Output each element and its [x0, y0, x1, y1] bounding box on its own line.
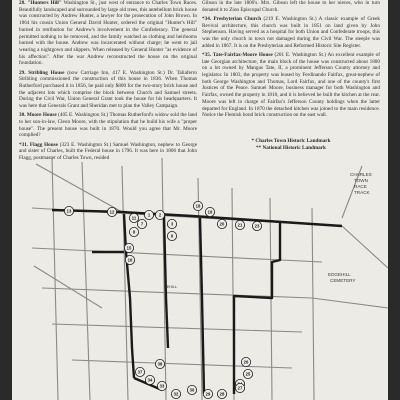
entry-34 [202, 16, 380, 50]
site-number: 19 [207, 209, 213, 215]
right-text-column [202, 0, 380, 121]
site-number: 21 [237, 222, 243, 228]
site-marker[interactable] [252, 221, 261, 230]
entry-number: 29. [19, 69, 26, 76]
cemetery-label: EDGEHILL [328, 272, 351, 277]
site-number: 2 [158, 212, 162, 218]
tour-route [52, 210, 342, 394]
route-line [234, 222, 280, 394]
site-marker[interactable] [171, 389, 180, 398]
site-number: 16 [127, 257, 133, 263]
street [312, 298, 388, 308]
entry-heading: Moore House [26, 112, 57, 119]
site-marker[interactable] [203, 389, 212, 398]
entry-35 [202, 52, 380, 119]
site-number: 11 [131, 215, 137, 221]
site-marker[interactable] [167, 219, 176, 228]
entry-heading: Flagg House [29, 141, 58, 148]
entry-body: (201 E. Washington St.) An excellent example of late Georgian architecture, the main block of the house was constructed about 1800 on a lot owned by Mangus Tate, II, a prominent Jefferson County attorney and legislator. In 1803, the property was leased by Ferdinando Fairfax, great-nephew of both George Washington and Thomas, Lord Fairfax, and one of the county's first Justices of the Peace. Samuel Moore, business manager for both Washington and Fairfax, owned the property in 1810, and it is believed he built the kitchen at the rear. Moore was left in charge of Fairfax's Jefferson County holdings when the latter departed for England. In 1870 the detached kitchen was joined to the main residence. Notice the Flemish bond brick construction on the east wall. [202, 51, 380, 119]
entry-number: 30. [19, 112, 26, 119]
legend-national-landmark: ** National Historic Landmark [256, 144, 326, 151]
site-marker[interactable] [193, 201, 202, 210]
street [82, 162, 90, 400]
map-labels [164, 172, 372, 289]
site-number: 20 [219, 221, 225, 227]
street [342, 226, 388, 268]
legend-town-landmark: * Charles Town Historic Landmark [251, 138, 331, 144]
site-marker[interactable] [145, 375, 154, 384]
site-number: 12 [109, 209, 115, 215]
site-number: 1 [147, 212, 151, 218]
site-number: 7 [140, 221, 144, 227]
site-number: 37 [137, 369, 143, 375]
site-number: 26 [243, 359, 249, 365]
cemetery-label: CEMETERY [330, 278, 356, 283]
entry-continuation: Gibson in the late 1800's. Mrs. Gibson left the house to her nieces, who in turn donated it to Zion Episcopal Church. [202, 0, 380, 13]
entry-body: (now Carriage Inn, 417 E. Washington St.) Dr. Taliaferro Stribling commissioned the construction of this house in 1836. When Thomas Rutherford purchased it in 1856, he paid only $800 for the two-story brick house and the adjacent lots which comprise the block between Church and Samuel streets. During the Civil War, Union General Grant took the house for his headquarters. It was here that Generals Grant and Sheridan met to plan the Valley Campaign. [19, 69, 197, 110]
site-number: 32 [173, 391, 179, 397]
entry-body: (405 E. Washington St.) Thomas Rutherford's widow sold the land to her son-in-law, Cleon Moore, with the stipulation that he build his wife a "proper house". The present house was built in 1870. Would you agree that Mr. Moore complied? [19, 112, 198, 139]
site-number: 18 [195, 203, 201, 209]
site-marker[interactable] [167, 231, 176, 240]
site-marker[interactable] [124, 243, 133, 252]
entry-number: 28. [19, 0, 26, 6]
entry-body: (219 E. Washington St.) A classic example of Greek Revival architecture, this church was built in 1851 on land given by John Stephenson. Having served as a hospital for both Union and Confederate troops, this was the only church in town not damaged during the Civil War. The steeple was added in 1867. It is on the Presbyterian and Reformed Historic Site Register. [202, 15, 380, 49]
site-number: 6 [170, 233, 174, 239]
site-number: 27 [237, 385, 243, 391]
site-marker[interactable] [205, 207, 214, 216]
site-marker[interactable] [155, 210, 164, 219]
entry-number: *35. [202, 51, 212, 58]
site-number: 13 [66, 208, 72, 214]
race-track-label: TOWN [354, 178, 368, 183]
entry-heading: Presbyterian Church [213, 15, 262, 22]
entry-heading: Stribling House [28, 69, 65, 76]
entry-body: Washington St., just west of entrance to Charles Town Races. Beautifully landscaped and surrounded by large old trees, this antebellum brick house was constructed by Andrew Hunter, a lawyer for the prosecution of John Brown. In 1864 his cousin Union General David Hunter, ordered the original "Hunter's Hill" burned in retribution for Andrew's involvement in the Confederacy. The general permitted nothing to be removed, and the family watched as clothing and heirlooms burned with the house. Andrew was incarcerated without charge; he went to jail wearing a nightgown and slippers. When released by General Hunter "as evidence of his affection". After the war Andrew reconstructed the house on the original foundation. [19, 0, 198, 67]
site-marker[interactable] [137, 219, 146, 228]
entry-body: (323 E. Washington St.) Samuel Washington, nephew to George and sister of Charles, built the Federal house in 1796. It was here in 1806 that John Flagg, postmaster of Charles Town, resided [19, 141, 198, 161]
site-number: 28 [219, 391, 225, 397]
site-marker[interactable] [235, 383, 244, 392]
site-number: 3 [170, 221, 174, 227]
site-marker[interactable] [235, 220, 244, 229]
entry-heading: Tate-Fairfax-Moore House [212, 51, 273, 58]
entry-29 [19, 70, 197, 110]
site-marker[interactable] [135, 367, 144, 376]
site-marker[interactable] [125, 255, 134, 264]
site-marker[interactable] [241, 357, 250, 366]
race-track-label: RACE [354, 184, 367, 189]
site-number: 15 [126, 245, 132, 251]
left-text-column [19, 0, 197, 164]
entry-number: *34. [202, 15, 212, 22]
entry-heading: "Hunters Hill" [27, 0, 62, 6]
site-number: 33 [159, 383, 165, 389]
street [52, 324, 302, 332]
race-track-label: CHARLES [350, 172, 372, 177]
entry-30 [19, 112, 197, 139]
race-track-label: TRACK [354, 190, 370, 195]
site-marker[interactable] [217, 389, 226, 398]
entry-28 [19, 0, 197, 67]
site-marker[interactable] [157, 381, 166, 390]
site-number: 8 [132, 229, 136, 235]
site-marker[interactable] [187, 385, 196, 394]
brochure-page [12, 0, 388, 400]
site-marker[interactable] [129, 227, 138, 236]
walking-tour-map [12, 148, 388, 400]
site-number: 30 [189, 387, 195, 393]
site-marker[interactable] [144, 210, 153, 219]
site-marker[interactable] [64, 206, 73, 215]
entry-number: *31. [19, 141, 29, 148]
street [34, 266, 102, 308]
site-number: 38 [157, 361, 163, 367]
site-number: 23 [254, 223, 260, 229]
site-marker[interactable] [217, 219, 226, 228]
street [122, 166, 128, 400]
street [72, 360, 292, 368]
site-marker[interactable] [129, 213, 138, 222]
site-number: 25 [245, 371, 251, 377]
dehill-label: DEHILL [164, 285, 178, 289]
site-marker[interactable] [243, 369, 252, 378]
site-marker[interactable] [107, 207, 116, 216]
site-marker[interactable] [155, 359, 164, 368]
site-number: 29 [205, 391, 211, 397]
street [312, 208, 314, 400]
site-number: 34 [147, 377, 153, 383]
street [36, 164, 122, 212]
